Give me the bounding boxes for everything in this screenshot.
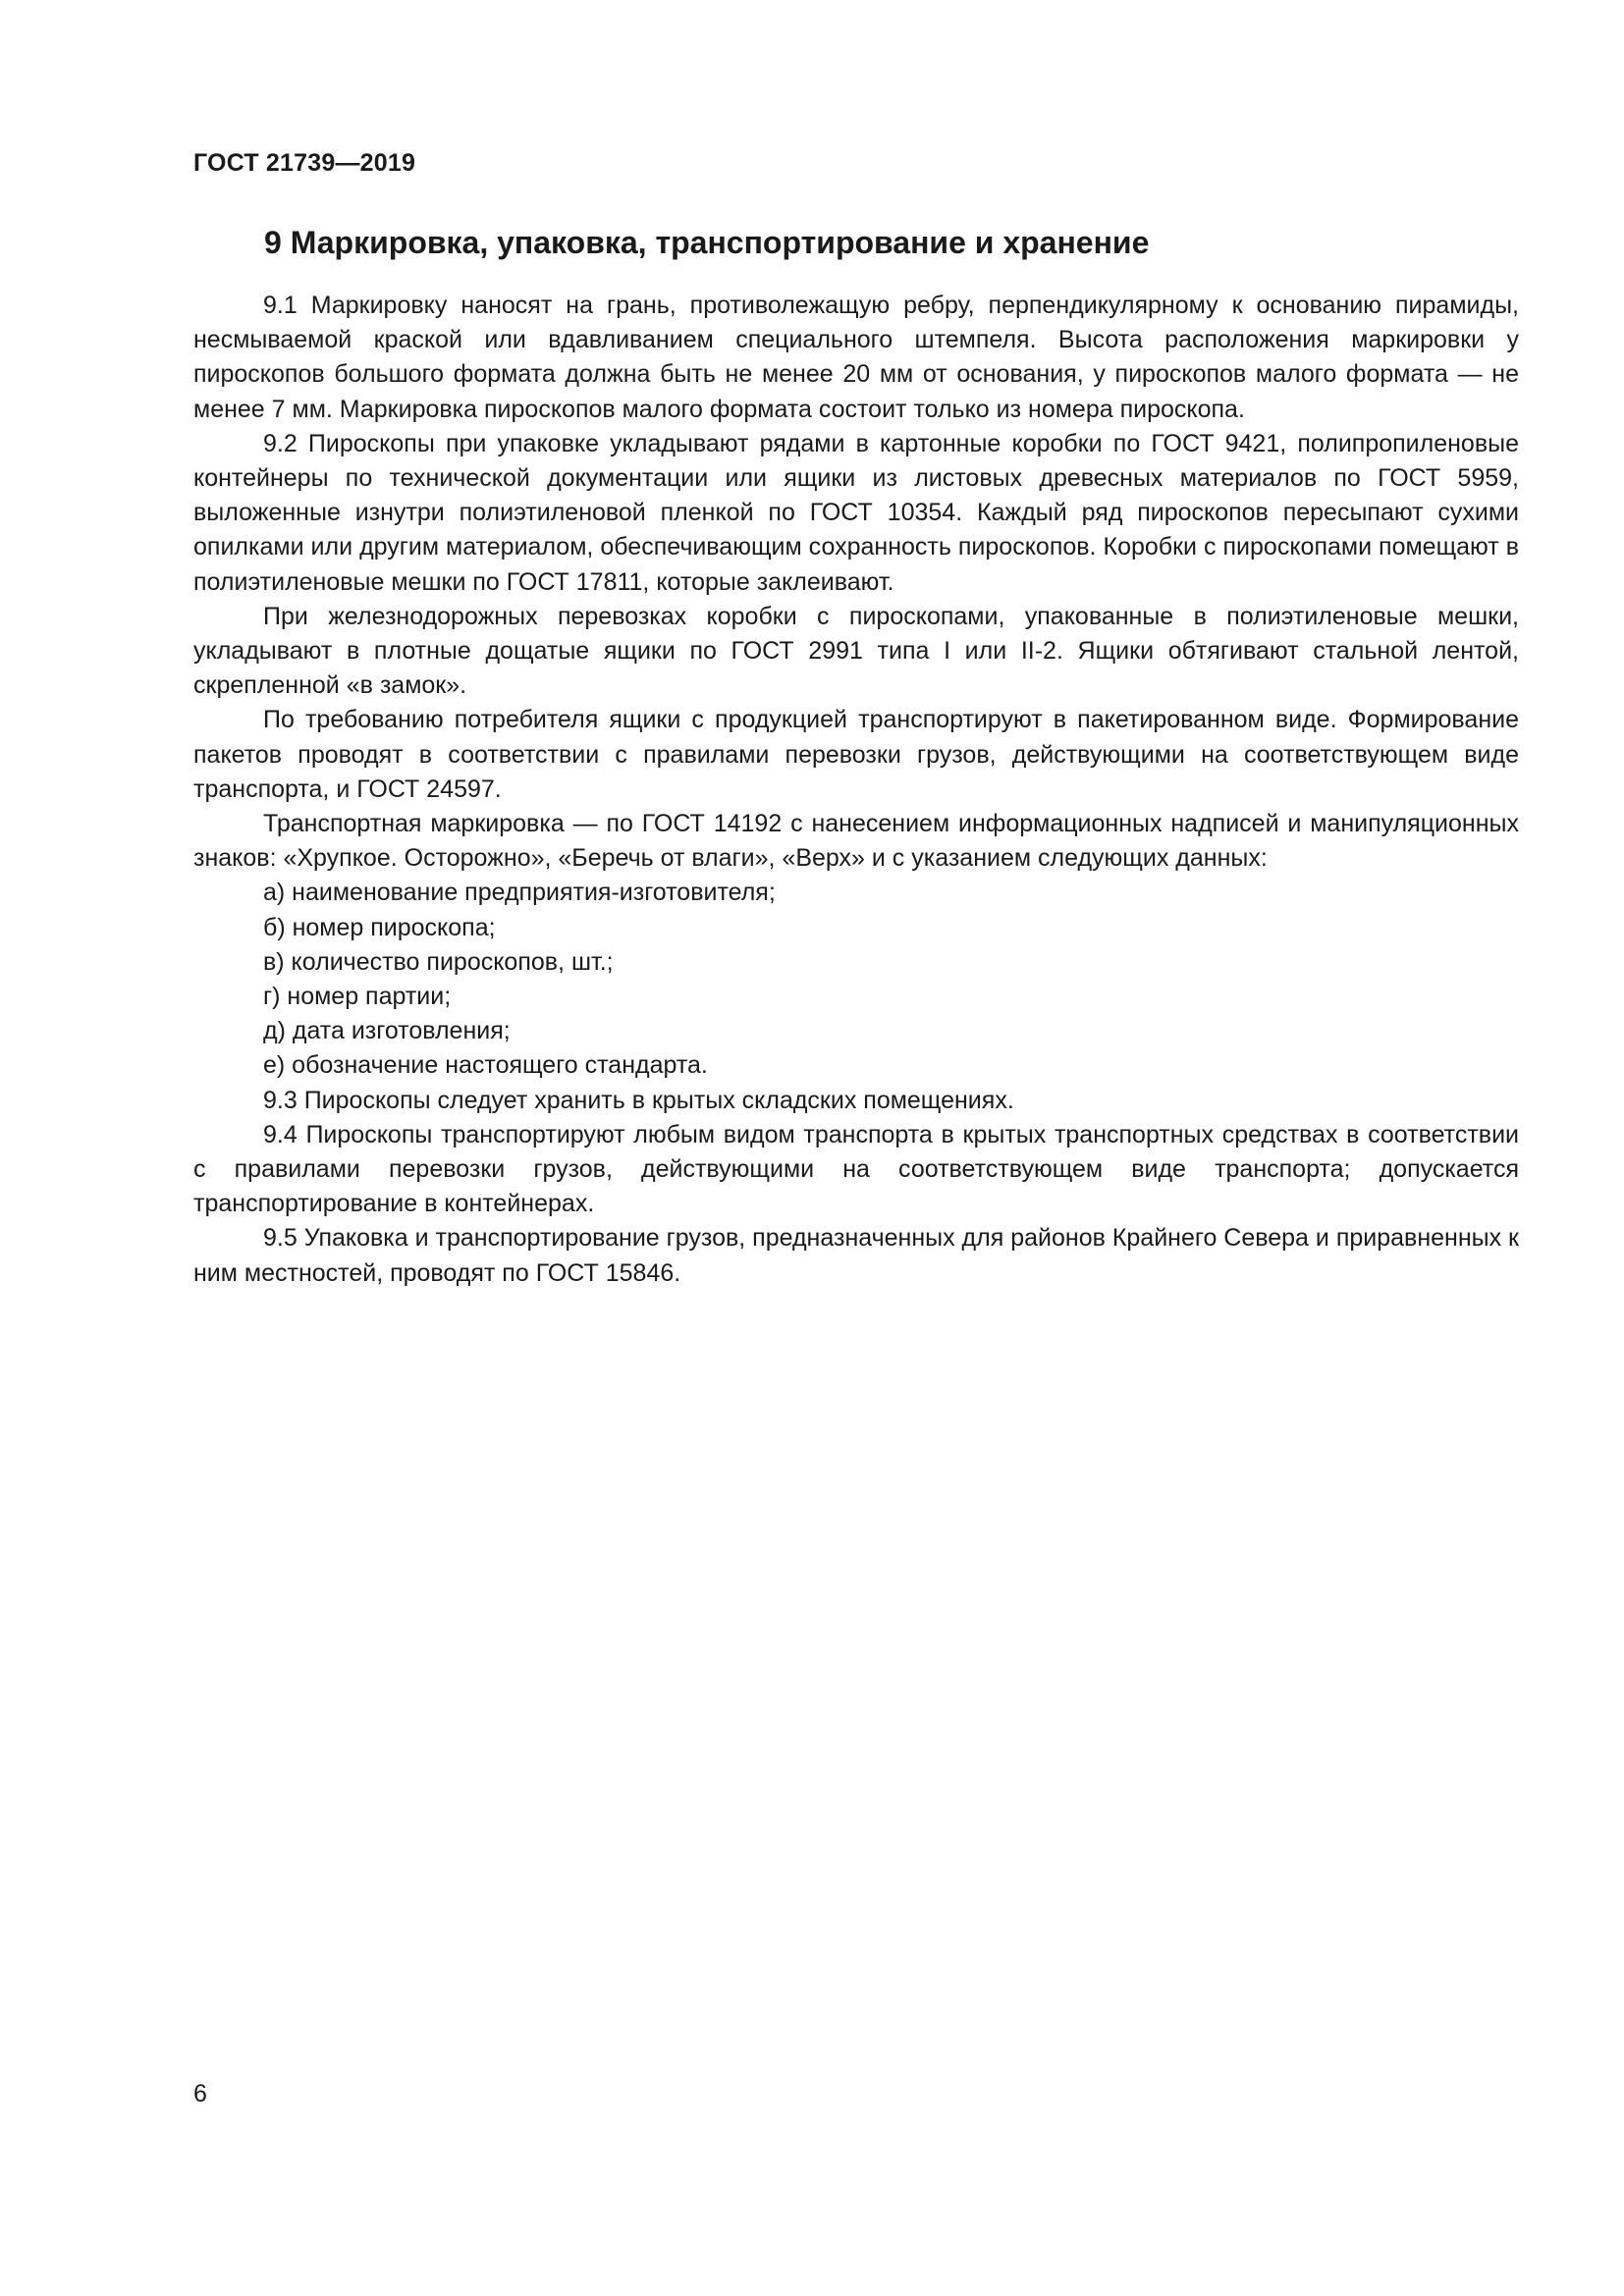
paragraph-packaged-transport: По требованию потребителя ящики с продукцией транспортируют в пакетированном виде. Формирование пакетов проводят в соответствии с правилами перевозки грузов, действующими на соответствующем виде транспорта, и ГОСТ 24597.: [193, 706, 1519, 803]
list-item: д) дата изготовления;: [263, 1017, 511, 1045]
list-item: г) номер партии;: [263, 983, 452, 1011]
paragraph-transport-marking: Транспортная маркировка — по ГОСТ 14192 с нанесением информационных надписей и манипуляционных знаков: «Хрупкое. Осторожно», «Беречь от влаги», «Верх» и с указанием следующих данных:: [193, 810, 1519, 873]
list-item: в) количество пироскопов, шт.;: [263, 947, 614, 976]
paragraph-9-1: 9.1 Маркировку наносят на грань, противолежащую ребру, перпендикулярному к основанию пирамиды, несмываемой краской или вдавливанием специального штемпеля. Высота расположения маркировки у пироскопов большого формата должна быть не менее 20 мм от основания, у пироскопов малого формата — не менее 7 мм. Маркировка пироскопов малого формата состоит только из номера пироскопа.: [193, 292, 1519, 423]
page-content: [193, 222, 1519, 1291]
list-item: а) наименование предприятия-изготовителя;: [263, 879, 776, 907]
section-title: 9 Маркировка, упаковка, транспортирование и хранение: [264, 225, 1150, 260]
document-header: ГОСТ 21739—2019: [193, 149, 416, 177]
page-number: 6: [193, 2080, 207, 2108]
paragraph-9-2: 9.2 Пироскопы при упаковке укладывают рядами в картонные коробки по ГОСТ 9421, полипропиленовые контейнеры по технической документации или ящики из листовых древесных материалов по ГОСТ 5959, выложенные изнутри полиэтиленовой пленкой по ГОСТ 10354. Каждый ряд пироскопов пересыпают сухими опилками или другим материалом, обеспечивающим сохранность пироскопов. Коробки с пироскопами помещают в полиэтиленовые мешки по ГОСТ 17811, которые заклеивают.: [193, 429, 1519, 596]
list-item: е) обозначение настоящего стандарта.: [263, 1051, 708, 1080]
paragraph-9-5: 9.5 Упаковка и транспортирование грузов, предназначенных для районов Крайнего Севера и приравненных к ним местностей, проводят по ГОСТ 15846.: [193, 1224, 1519, 1287]
list-item: б) номер пироскопа;: [263, 913, 496, 941]
paragraph-9-4: 9.4 Пироскопы транспортируют любым видом транспорта в крытых транспортных средствах в соответствии с правилами перевозки грузов, действующими на соответствующем виде транспорта; допускается транспортирование в контейнерах.: [193, 1120, 1519, 1218]
paragraph-railway-transport: При железнодорожных перевозках коробки с пироскопами, упакованные в полиэтиленовые мешки, укладывают в плотные дощатые ящики по ГОСТ 2991 типа I или II-2. Ящики обтягивают стальной лентой, скрепленной «в замок».: [193, 602, 1519, 700]
marking-data-list: [193, 876, 1519, 1083]
paragraph-9-3: 9.3 Пироскопы следует хранить в крытых складских помещениях.: [263, 1086, 1014, 1114]
